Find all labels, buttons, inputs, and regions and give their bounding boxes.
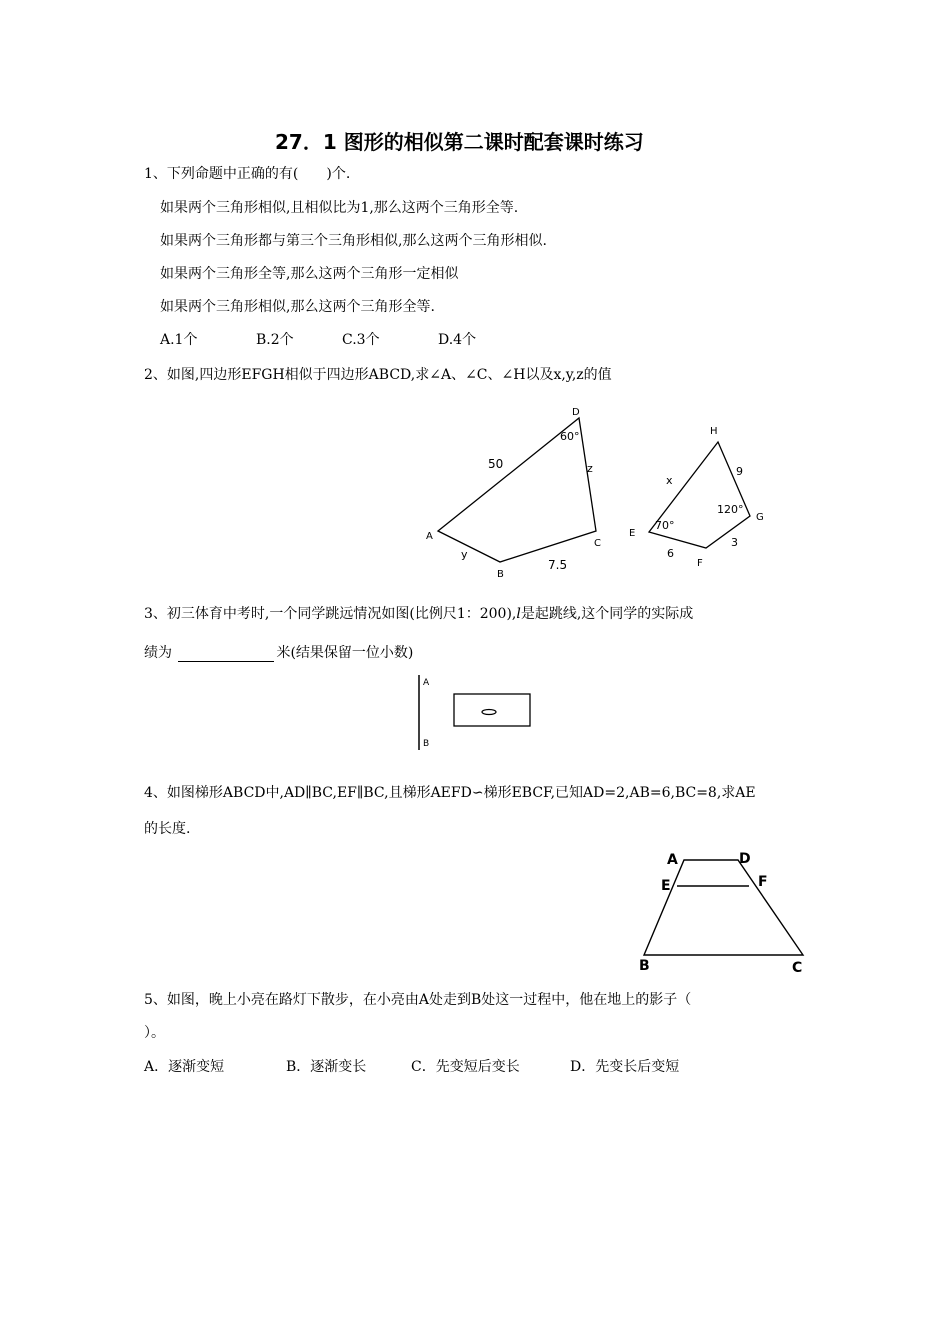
q1-option-c: C.3个 <box>342 332 380 348</box>
quadrilateral-efgh-figure <box>625 420 780 570</box>
q5-option-d: D．先变长后变短 <box>570 1059 680 1075</box>
q3-italic-l: l <box>516 606 521 622</box>
q1-option-b: B.2个 <box>256 332 294 348</box>
label-angle-g: 120° <box>717 503 744 516</box>
trapezoid-abcd-shape <box>644 860 803 955</box>
label-e: E <box>661 878 671 894</box>
label-e: E <box>629 528 636 539</box>
label-b: B <box>497 569 504 580</box>
label-h: H <box>710 426 718 437</box>
label-d: D <box>572 407 580 418</box>
page-title: 27．1 图形的相似第二课时配套课时练习 <box>275 130 644 154</box>
label-side-hg: 9 <box>736 465 743 478</box>
q1-statement-2: 如果两个三角形都与第三个三角形相似,那么这两个三角形相似. <box>160 233 547 249</box>
quadrilateral-abcd-figure <box>420 400 620 585</box>
q5-option-b: B．逐渐变长 <box>286 1059 367 1075</box>
q1-option-d: D.4个 <box>438 332 477 348</box>
q5-option-a: A．逐渐变短 <box>144 1059 225 1075</box>
label-side-bc: 7.5 <box>548 558 568 572</box>
q3-answer-blank[interactable] <box>178 647 274 662</box>
label-a: A <box>426 531 433 542</box>
q2-stem: 2、如图,四边形EFGH相似于四边形ABCD,求∠A、∠C、∠H以及x,y,z的值 <box>144 367 612 383</box>
label-d: D <box>739 851 751 867</box>
label-side-eh: x <box>666 474 673 487</box>
label-side-cd: z <box>587 462 593 475</box>
q5-option-c: C．先变短后变长 <box>411 1059 520 1075</box>
long-jump-figure <box>412 672 542 754</box>
q5-line-2: ）。 <box>144 1025 165 1041</box>
q5-line-1: 5、如图，晚上小亮在路灯下散步，在小亮由A处走到B处这一过程中，他在地上的影子（ <box>144 992 692 1008</box>
label-side-ab: y <box>461 548 468 561</box>
trapezoid-figure <box>632 848 814 976</box>
label-b: B <box>423 739 430 749</box>
q3-line-1-tail: 是起跳线,这个同学的实际成 <box>520 606 694 622</box>
label-side-ad: 50 <box>488 457 504 471</box>
q3-line-2-head: 绩为 <box>144 645 172 661</box>
q4-line-1: 4、如图梯形ABCD中,AD∥BC,EF∥BC,且梯形AEFD∽梯形EBCF,已知AD=2,AB=6,BC=8,求AE <box>144 785 756 801</box>
label-a: A <box>423 678 430 688</box>
quad-efgh-shape <box>649 442 750 548</box>
label-c: C <box>594 538 601 549</box>
label-g: G <box>756 512 764 523</box>
q1-statement-4: 如果两个三角形相似,那么这两个三角形全等. <box>160 299 435 315</box>
q1-stem: 1、下列命题中正确的有( )个. <box>144 166 351 182</box>
q3-line-2-tail: 米(结果保留一位小数) <box>276 645 414 661</box>
q1-statement-1: 如果两个三角形相似,且相似比为1,那么这两个三角形全等. <box>160 200 519 216</box>
q3-line-1 <box>144 605 693 623</box>
label-f: F <box>758 874 768 890</box>
label-side-gf: 3 <box>731 536 738 549</box>
label-c: C <box>792 960 803 976</box>
landing-mark <box>482 710 496 715</box>
q3-line-1-head: 3、初三体育中考时,一个同学跳远情况如图(比例尺1：200), <box>144 606 517 622</box>
label-angle-e: 70° <box>655 519 675 532</box>
label-side-ef: 6 <box>667 547 674 560</box>
q4-line-2: 的长度. <box>144 821 191 837</box>
q1-statement-3: 如果两个三角形全等,那么这两个三角形一定相似 <box>160 266 459 282</box>
label-f: F <box>697 558 703 569</box>
label-a: A <box>667 852 678 868</box>
label-angle-d: 60° <box>560 430 580 443</box>
q1-option-a: A.1个 <box>160 332 198 348</box>
q3-line-2 <box>144 644 413 662</box>
label-b: B <box>639 958 650 974</box>
